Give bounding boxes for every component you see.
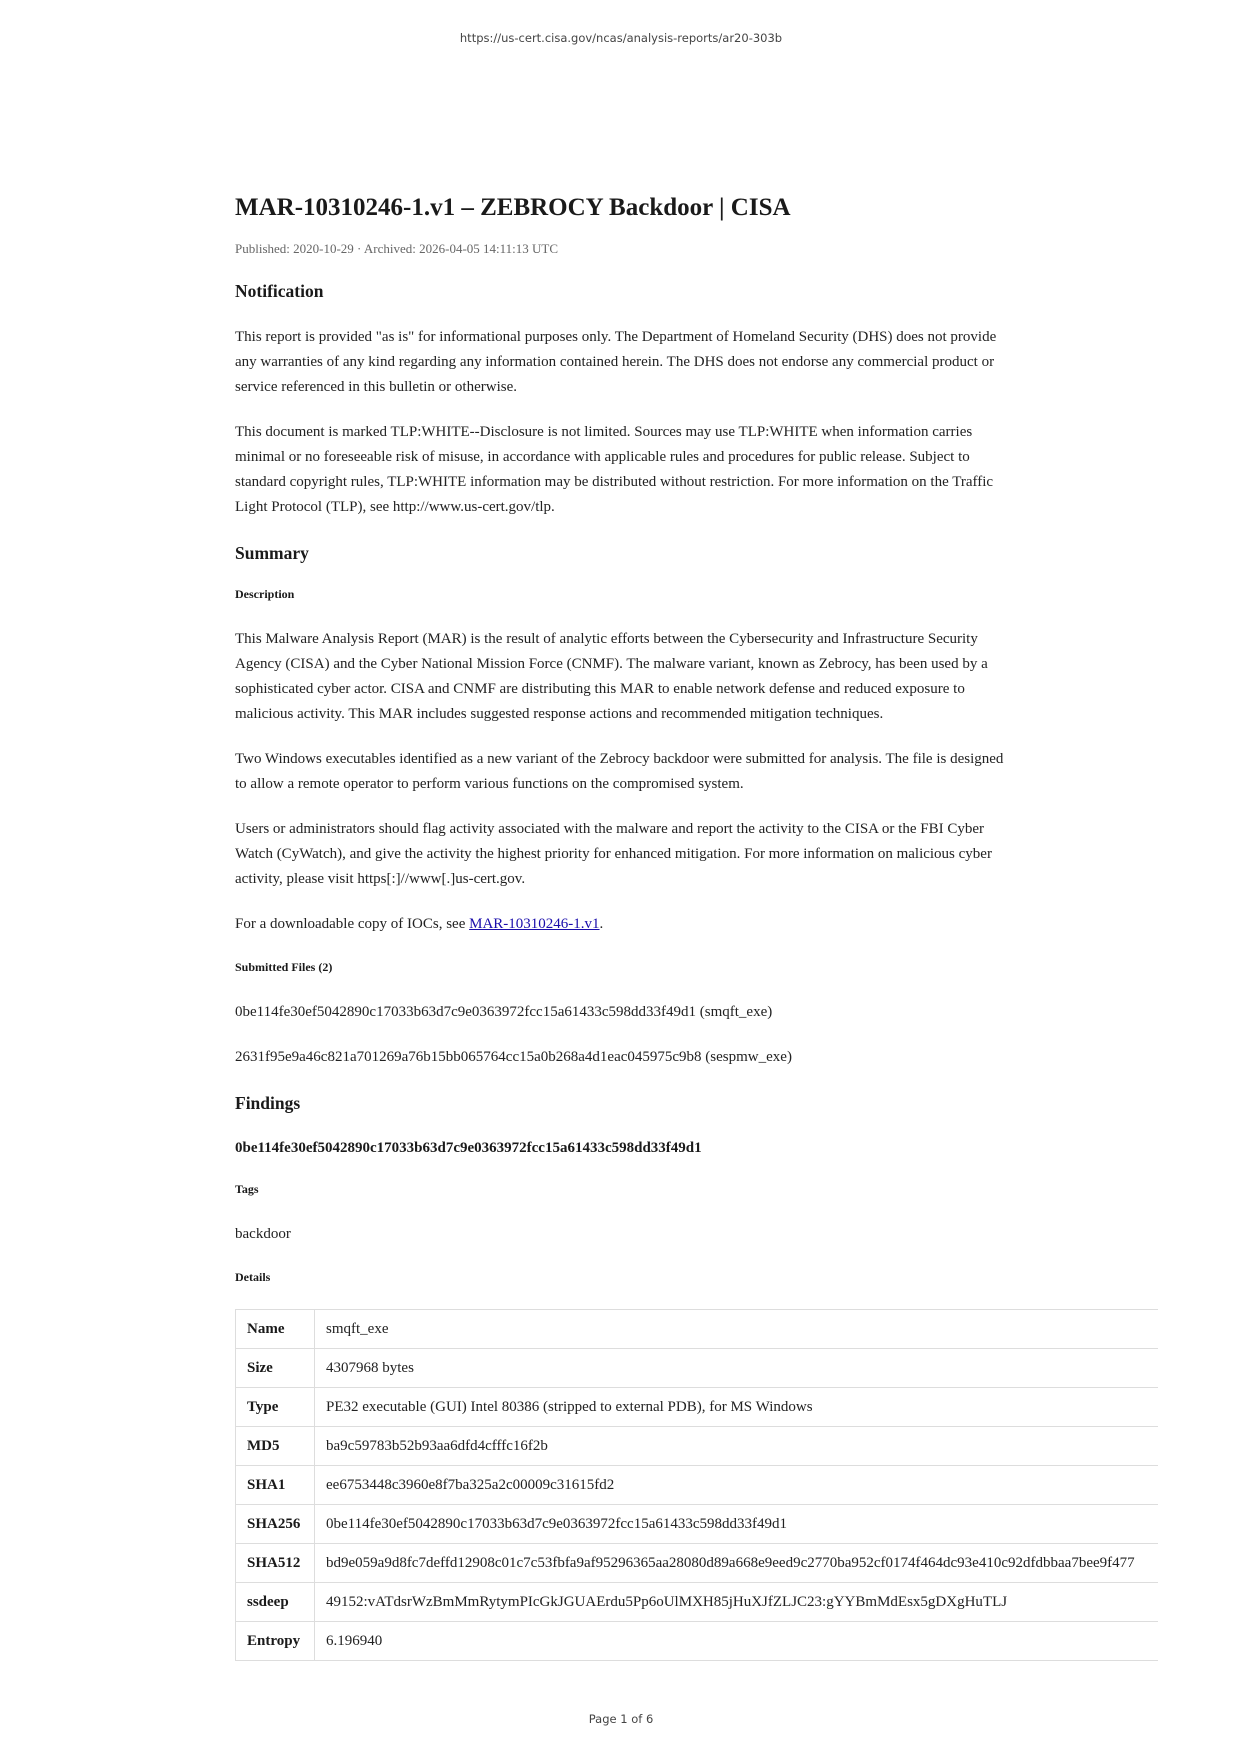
- detail-value: 49152:vATdsrWzBmMmRytymPIcGkJGUAErdu5Pp6oUlMXH85jHuXJfZLJC23:gYYBmMdEsx5gDXgHuTLJ: [315, 1583, 1159, 1622]
- table-row: [236, 1622, 1159, 1661]
- ioc-download-link[interactable]: MAR-10310246-1.v1: [469, 916, 600, 932]
- detail-value: bd9e059a9d8fc7deffd12908c01c7c53fbfa9af95296365aa28080d89a668e9eed9c2770ba952cf0174f464dc93e410c92dfdbbaa7bee9f477: [315, 1544, 1159, 1583]
- detail-key: Size: [236, 1349, 315, 1388]
- detail-value: 6.196940: [315, 1622, 1159, 1661]
- table-row: [236, 1583, 1159, 1622]
- page-number-footer: Page 1 of 6: [588, 1712, 654, 1726]
- detail-value: 0be114fe30ef5042890c17033b63d7c9e0363972fcc15a61433c598dd33f49d1: [315, 1505, 1159, 1544]
- summary-paragraph-3: Users or administrators should flag activity associated with the malware and report the activity to the CISA or the FBI Cyber Watch (CyWatch), and give the activity the highest priority for enhanced mitigation. For more information on malicious cyber activity, please visit https[:]//www[.]us-cert.gov.: [235, 821, 992, 887]
- article-content: [235, 192, 1135, 1661]
- detail-value: 4307968 bytes: [315, 1349, 1159, 1388]
- detail-key: SHA256: [236, 1505, 315, 1544]
- ioc-suffix: .: [599, 916, 604, 932]
- page-title: MAR-10310246-1.v1 – ZEBROCY Backdoor | CISA: [235, 194, 791, 221]
- notification-paragraph-1: This report is provided "as is" for informational purposes only. The Department of Homeland Security (DHS) does not provide any warranties of any kind regarding any information contained herein. The DHS does not endorse any commercial product or service referenced in this bulletin or otherwise.: [235, 329, 997, 395]
- table-row: [236, 1544, 1159, 1583]
- detail-value: PE32 executable (GUI) Intel 80386 (stripped to external PDB), for MS Windows: [315, 1388, 1159, 1427]
- details-heading: Details: [235, 1270, 271, 1284]
- description-heading: Description: [235, 587, 295, 601]
- detail-key: SHA512: [236, 1544, 315, 1583]
- tag-value: backdoor: [235, 1226, 291, 1242]
- submitted-files-heading: Submitted Files (2): [235, 960, 333, 974]
- publish-meta: Published: 2020-10-29 · Archived: 2026-04-05 14:11:13 UTC: [235, 241, 559, 256]
- tags-heading: Tags: [235, 1182, 259, 1196]
- submitted-file-2: 2631f95e9a46c821a701269a76b15bb065764cc15a0b268a4d1eac045975c9b8 (sespmw_exe): [235, 1049, 792, 1065]
- detail-value: ee6753448c3960e8f7ba325a2c00009c31615fd2: [315, 1466, 1159, 1505]
- detail-key: Entropy: [236, 1622, 315, 1661]
- detail-key: Type: [236, 1388, 315, 1427]
- submitted-file-1: 0be114fe30ef5042890c17033b63d7c9e0363972fcc15a61433c598dd33f49d1 (smqft_exe): [235, 1004, 773, 1020]
- summary-paragraph-1: This Malware Analysis Report (MAR) is the result of analytic efforts between the Cybersecurity and Infrastructure Security Agency (CISA) and the Cyber National Mission Force (CNMF). The malware variant, known as Zebrocy, has been used by a sophisticated cyber actor. CISA and CNMF are distributing this MAR to enable network defense and reduced exposure to malicious activity. This MAR includes suggested response actions and recommended mitigation techniques.: [235, 631, 988, 722]
- summary-heading: Summary: [235, 543, 309, 563]
- table-row: [236, 1349, 1159, 1388]
- notification-heading: Notification: [235, 281, 324, 301]
- notification-paragraph-2: This document is marked TLP:WHITE--Disclosure is not limited. Sources may use TLP:WHITE when information carries minimal or no foreseeable risk of misuse, in accordance with applicable rules and procedures for public release. Subject to standard copyright rules, TLP:WHITE information may be distributed without restriction. For more information on the Traffic Light Protocol (TLP), see http://www.us-cert.gov/tlp.: [235, 424, 994, 515]
- ioc-prefix: For a downloadable copy of IOCs, see: [235, 916, 470, 932]
- table-row: [236, 1388, 1159, 1427]
- detail-key: MD5: [236, 1427, 315, 1466]
- ioc-download-paragraph: [235, 912, 1015, 937]
- details-table: [235, 1309, 1158, 1661]
- findings-heading: Findings: [235, 1093, 301, 1113]
- detail-key: Name: [236, 1310, 315, 1349]
- detail-value: smqft_exe: [315, 1310, 1159, 1349]
- detail-value: ba9c59783b52b93aa6dfd4cfffc16f2b: [315, 1427, 1159, 1466]
- table-row: [236, 1427, 1159, 1466]
- table-row: [236, 1310, 1159, 1349]
- page-url-header: https://us-cert.cisa.gov/ncas/analysis-reports/ar20-303b: [459, 31, 783, 45]
- findings-file-hash: 0be114fe30ef5042890c17033b63d7c9e0363972fcc15a61433c598dd33f49d1: [235, 1140, 702, 1156]
- table-row: [236, 1466, 1159, 1505]
- table-row: [236, 1505, 1159, 1544]
- detail-key: SHA1: [236, 1466, 315, 1505]
- detail-key: ssdeep: [236, 1583, 315, 1622]
- summary-paragraph-2: Two Windows executables identified as a new variant of the Zebrocy backdoor were submitted for analysis. The file is designed to allow a remote operator to perform various functions on the compromised system.: [235, 751, 1004, 792]
